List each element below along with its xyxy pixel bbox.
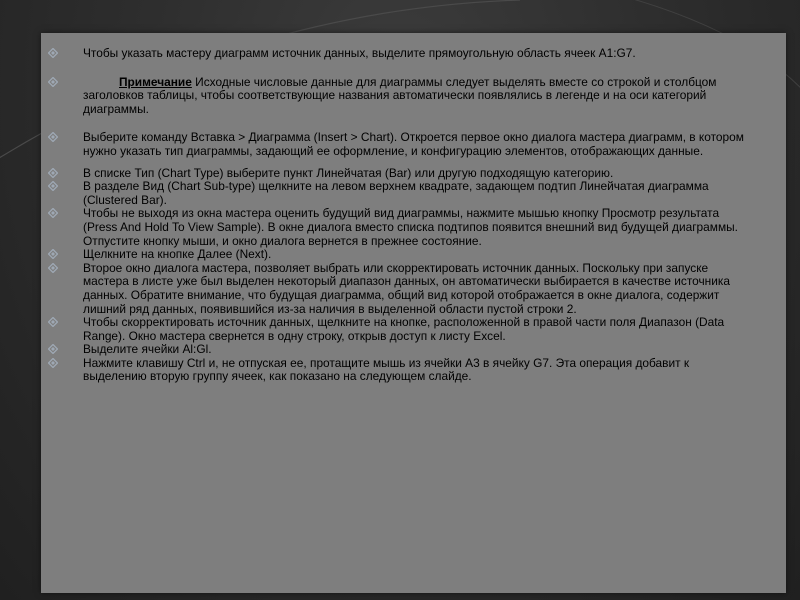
- bullet-text: Выберите команду Вставка > Диаграмма (Insert > Chart). Откроется первое окно диалога мастера диаграмм, в котором нужно указать тип диаграммы, задающий ее оформление, и конфигурацию элементов, отображающих данные.: [83, 130, 744, 158]
- bullet-text: Исходные числовые данные для диаграммы следует выделять вместе со строкой и столбцом заголовков таблицы, чтобы соответствующие названия автоматически появлялись в легенде и на оси категорий диаграммы.: [83, 74, 717, 116]
- list-item: [48, 248, 756, 262]
- diamond-bullet-icon: [48, 263, 58, 273]
- diamond-bullet-icon: [48, 77, 58, 87]
- list-item: [48, 167, 756, 181]
- bullet-text: Чтобы не выходя из окна мастера оценить будущий вид диаграммы, нажмите мышью кнопку Просмотр результата (Press And Hold To View Sample). В окне диалога вместо списка подтипов появится внешний вид будущей диаграммы. Отпустите кнопку мыши, и окно диалога вернется в прежнее состояние.: [83, 206, 738, 248]
- list-item: [48, 131, 756, 158]
- note-label: Примечание: [119, 74, 192, 89]
- bullet-text: Нажмите клавишу Ctrl и, не отпуская ее, протащите мышь из ячейки A3 в ячейку G7. Эта операция добавит к выделению вторую группу ячеек, как показано на следующем слайде.: [83, 355, 690, 384]
- bullet-text: В списке Тип (Chart Type) выберите пункт Линейчатая (Bar) или другую подходящую категорию.: [83, 165, 614, 180]
- diamond-bullet-icon: [48, 48, 58, 58]
- bullet-text: Чтобы указать мастеру диаграмм источник данных, выделите прямоугольную область ячеек А1:G7.: [83, 46, 636, 60]
- diamond-bullet-icon: [48, 208, 58, 218]
- bullet-list: [48, 47, 756, 384]
- bullet-text: Чтобы скорректировать источник данных, щелкните на кнопке, расположенной в правой части поля Диапазон (Data Range). Окно мастера свернется в одну строку, открыв доступ к листу Excel.: [83, 315, 725, 343]
- list-item: [48, 262, 756, 316]
- list-item: [48, 343, 756, 357]
- list-item: [48, 316, 756, 343]
- list-item: [48, 180, 756, 207]
- list-item: [48, 207, 756, 248]
- bullet-text: Второе окно диалога мастера, позволяет выбрать или скорректировать источник данных. Поскольку при запуске мастера в листе уже был выделен некоторый диапазон данных, он автоматически выбирается в качестве источника данных. Обратите внимание, что будущая диаграмма, общий вид которой отображается в окне диалога, содержит лишний ряд данных, появившийся из-за наличия в выделенной области пустой строки 2.: [83, 260, 730, 316]
- diamond-bullet-icon: [48, 168, 58, 178]
- list-item: [48, 47, 756, 61]
- diamond-bullet-icon: [48, 181, 58, 191]
- diamond-bullet-icon: [48, 317, 58, 327]
- diamond-bullet-icon: [48, 344, 58, 354]
- bullet-text: Выделите ячейки Al:Gl.: [83, 342, 212, 357]
- list-item: [48, 76, 756, 117]
- diamond-bullet-icon: [48, 358, 58, 368]
- diamond-bullet-icon: [48, 249, 58, 259]
- bullet-text: Щелкните на кнопке Далее (Next).: [83, 247, 272, 262]
- bullet-text: В разделе Вид (Chart Sub-type) щелкните на левом верхнем квадрате, задающем подтип Линейчатая диаграмма (Clustered Bar).: [83, 179, 709, 207]
- list-item: [48, 357, 756, 384]
- diamond-bullet-icon: [48, 132, 58, 142]
